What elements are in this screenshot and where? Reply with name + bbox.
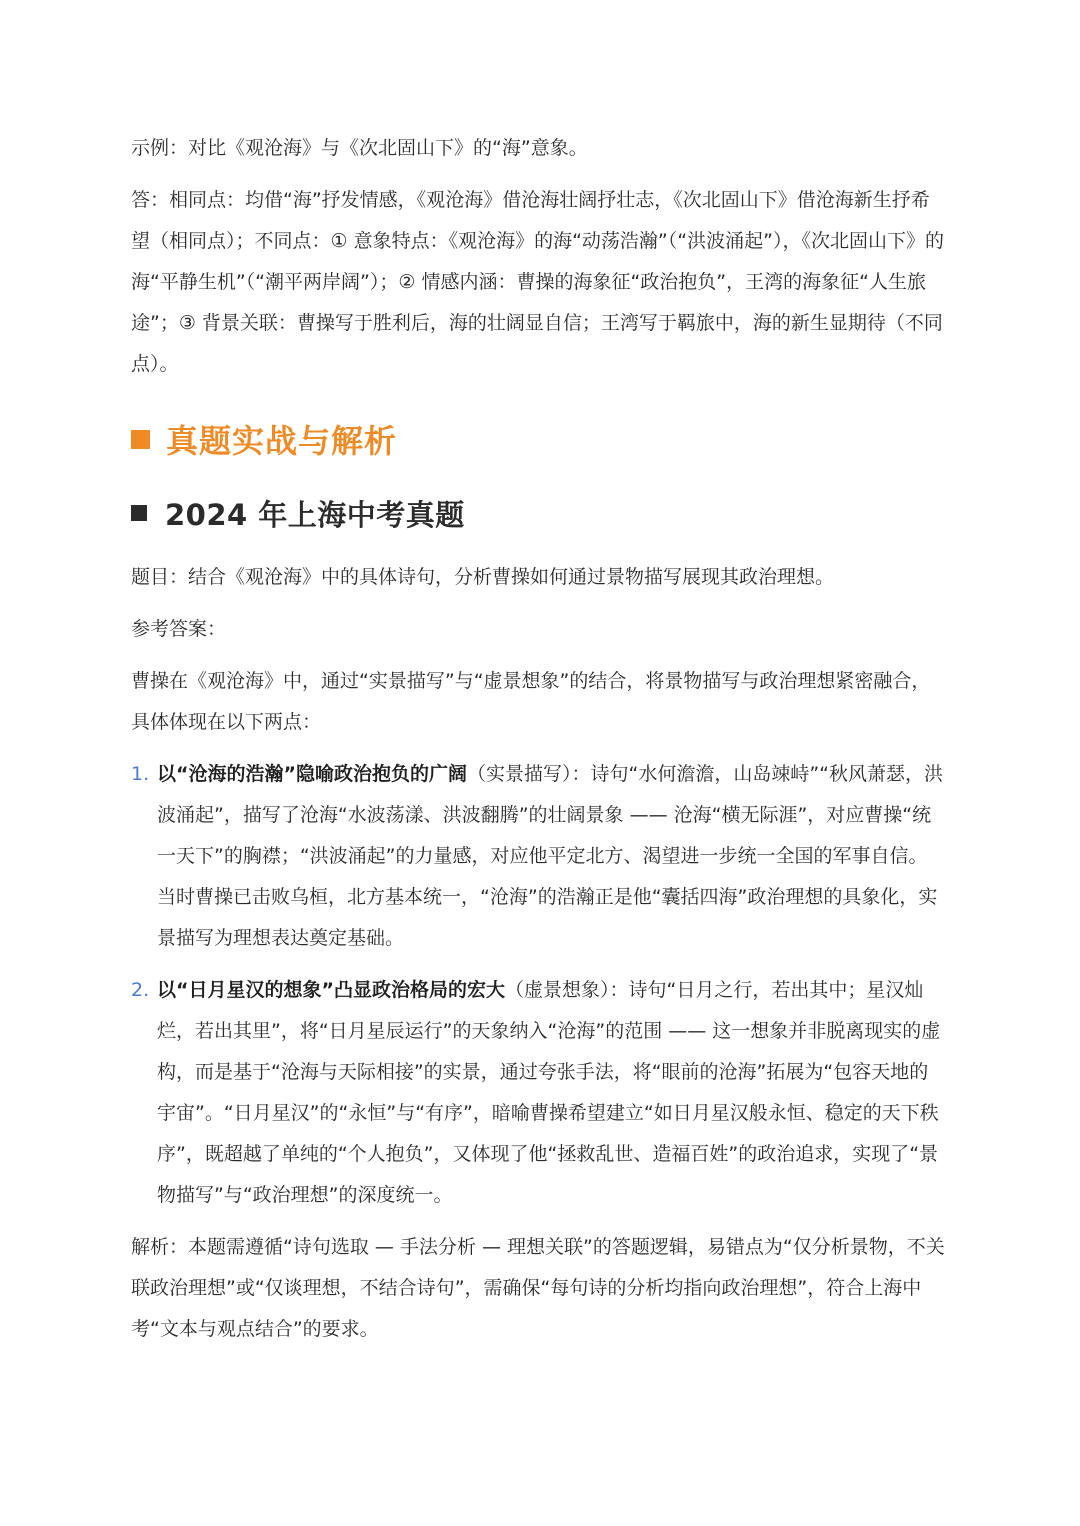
example-question: 示例：对比《观沧海》与《次北固山下》的“海”意象。 bbox=[131, 137, 588, 159]
document-content bbox=[131, 128, 946, 1361]
analysis-text: 解析：本题需遵循“诗句选取 — 手法分析 — 理想关联”的答题逻辑，易错点为“仅分析景物，不关联政治理想”或“仅谈理想，不结合诗句”，需确保“每句诗的分析均指向政治理想”，符合上海中考“文本与观点结合”的要求。 bbox=[131, 1236, 945, 1340]
point-lead: 以“日月星汉的想象”凸显政治格局的宏大 bbox=[157, 979, 505, 1001]
list-number: 2. bbox=[131, 979, 150, 1001]
list-item bbox=[131, 970, 946, 1216]
section-heading bbox=[131, 415, 946, 463]
answer-points-list bbox=[131, 754, 946, 1216]
black-square-bullet-icon bbox=[131, 505, 147, 521]
point-body: （虚景想象）：诗句“日月之行，若出其中；星汉灿烂，若出其里”，将“日月星辰运行”的天象纳入“沧海”的范围 —— 这一想象并非脱离现实的虚构，而是基于“沧海与天际相接”的实景，通过夸张手法，将“眼前的沧海”拓展为“包容天地的宇宙”。“日月星汉”的“永恒”与“有序”，暗喻曹操希望建立“如日月星汉般永恒、稳定的天下秩序”，既超越了单纯的“个人抱负”，又体现了他“拯救乱世、造福百姓”的政治追求，实现了“景物描写”与“政治理想”的深度统一。 bbox=[157, 979, 941, 1206]
question-text: 题目：结合《观沧海》中的具体诗句，分析曹操如何通过景物描写展现其政治理想。 bbox=[131, 566, 835, 588]
list-item bbox=[131, 754, 946, 959]
orange-square-bullet-icon bbox=[131, 430, 150, 449]
sub-heading-text: 2024 年上海中考真题 bbox=[165, 497, 465, 532]
list-number: 1. bbox=[131, 763, 150, 785]
section-heading-text: 真题实战与解析 bbox=[166, 422, 398, 460]
example-answer: 答：相同点：均借“海”抒发情感，《观沧海》借沧海壮阔抒壮志，《次北固山下》借沧海新生抒希望（相同点）；不同点：① 意象特点：《观沧海》的海“动荡浩瀚”（“洪波涌起”），《次北固山下》的海“平静生机”（“潮平两岸阔”）；② 情感内涵：曹操的海象征“政治抱负”，王湾的海象征“人生旅途”；③ 背景关联：曹操写于胜利后，海的壮阔显自信；王湾写于羁旅中，海的新生显期待（不同点）。 bbox=[131, 189, 944, 375]
reference-answer-label: 参考答案： bbox=[131, 618, 227, 640]
sub-heading bbox=[131, 491, 946, 535]
point-body: （实景描写）：诗句“水何澹澹，山岛竦峙”“秋风萧瑟，洪波涌起”，描写了沧海“水波荡漾、洪波翻腾”的壮阔景象 —— 沧海“横无际涯”，对应曹操“统一天下”的胸襟；“洪波涌起”的力量感，对应他平定北方、渴望进一步统一全国的军事自信。当时曹操已击败乌桓，北方基本统一，“沧海”的浩瀚正是他“囊括四海”政治理想的具象化，实景描写为理想表达奠定基础。 bbox=[157, 763, 944, 949]
answer-intro: 曹操在《观沧海》中，通过“实景描写”与“虚景想象”的结合，将景物描写与政治理想紧密融合，具体体现在以下两点： bbox=[131, 670, 931, 733]
point-lead: 以“沧海的浩瀚”隐喻政治抱负的广阔 bbox=[157, 763, 467, 785]
